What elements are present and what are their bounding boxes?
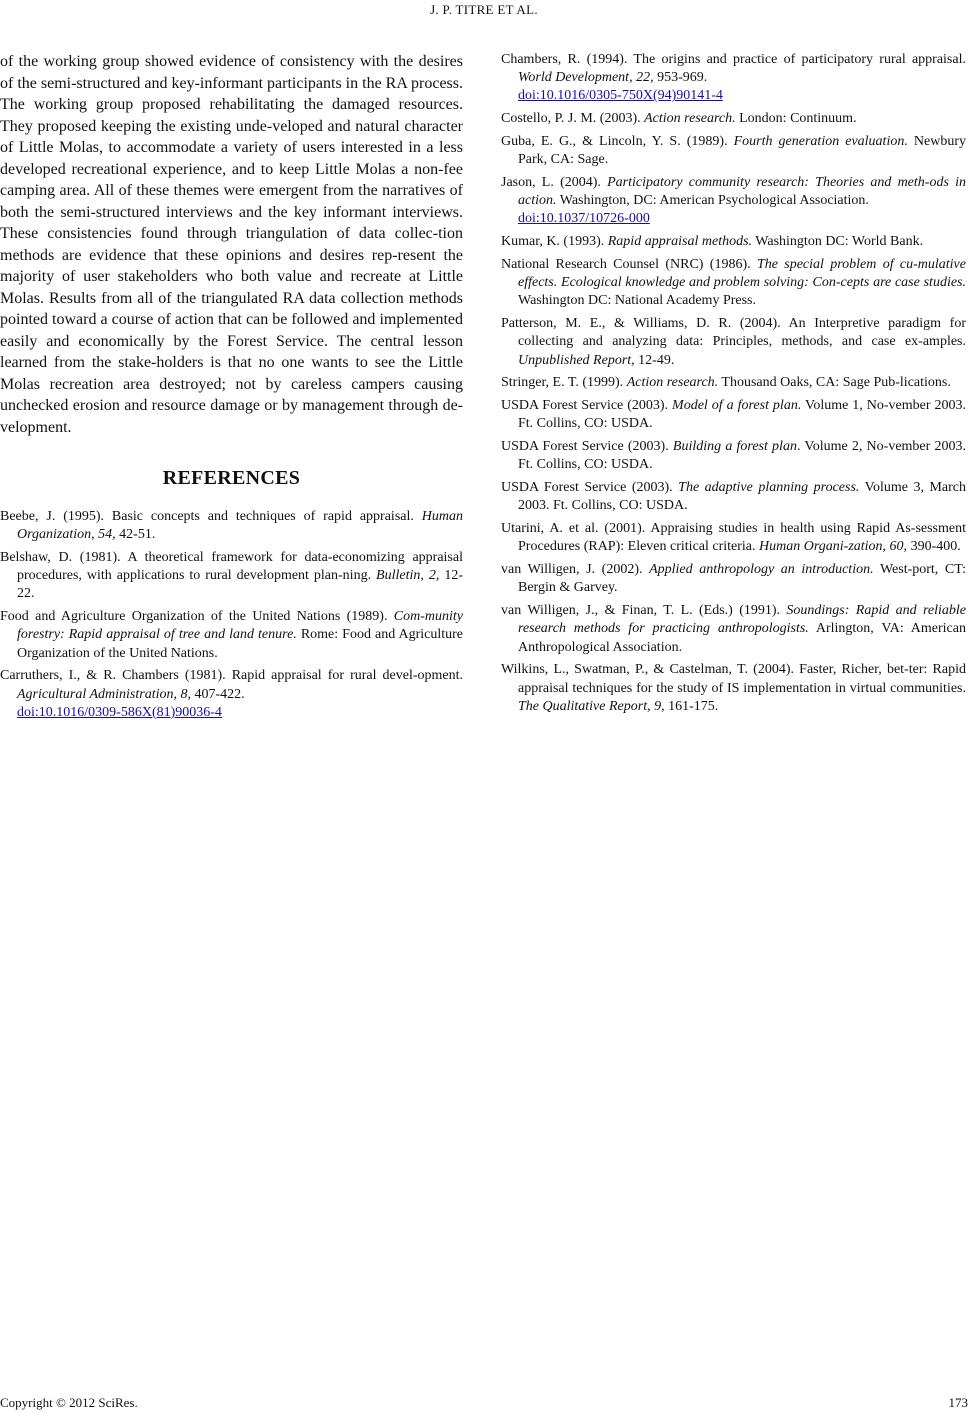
- reference-text: van Willigen, J. (2002).: [501, 562, 650, 578]
- reference-text: Costello, P. J. M. (2003).: [501, 111, 645, 127]
- reference-source-title: Agricultural Administration, 8,: [17, 686, 191, 702]
- reference-text-end: London: Continuum.: [735, 111, 857, 127]
- reference-source-title: Action research.: [644, 111, 736, 127]
- reference-text-end: Washington DC: National Academy Press.: [518, 293, 757, 309]
- reference-text: Belshaw, D. (1981). A theoretical framework for data-economizing appraisal procedures, with applications to rural development plan-ning.: [0, 550, 463, 584]
- reference-text: Chambers, R. (1994). The origins and practice of participatory rural appraisal.: [501, 52, 966, 67]
- reference-text-end: Arlington, VA: American Anthropological Association.: [518, 621, 966, 655]
- reference-item: [501, 133, 966, 169]
- reference-source-title: The special problem of cu-mulative effects. Ecological knowledge and problem solving: Con-cepts are case studies.: [518, 257, 966, 291]
- reference-text-end: 953-969.: [653, 70, 708, 86]
- references-list-right: [501, 51, 966, 716]
- reference-item: [501, 315, 966, 370]
- reference-text: Beebe, J. (1995). Basic concepts and techniques of rapid appraisal.: [0, 509, 422, 524]
- reference-source-title: Building a forest plan: [672, 439, 797, 455]
- reference-source-title: The adaptive planning process.: [678, 480, 860, 496]
- reference-text-end: 42-51.: [115, 527, 156, 543]
- reference-text: Jason, L. (2004).: [501, 175, 608, 190]
- reference-text-end: . Volume 2, No-vember 2003. Ft. Collins, CO: USDA.: [518, 439, 966, 473]
- reference-item: [501, 110, 966, 128]
- body-paragraph: of the working group showed evidence of consistency with the desires of the semi-structured and key-informant participants in the RA process. The working group proposed rehabilitating the damaged resources. They proposed keeping the existing unde-veloped and natural character of Little Molas, to accommodate a variety of users interested in a less developed recreational experience, and to keep Little Molas a non-fee camping area. All of these themes were emergent from the narratives of both the semi-structured interviews and the key informant interviews. These consistencies found through triangulation of data collec-tion methods are evidence that these opinions and desires rep-resent the majority of user stakeholders who both value and recreate at Little Molas. Results from all of the triangulated RA data collection methods pointed toward a course of action that can be followed and implemented easily and economically by the Forest Service. The central lesson learned from the stake-holders is that no one wants to see the Little Molas recreation area destroyed; not by careless campers causing unchecked erosion and resource damage or by management through de-velopment.: [0, 53, 463, 436]
- reference-source-title: Soundings: Rapid and reliable research methods for practicing anthropologists.: [518, 603, 967, 637]
- reference-source-title: World Development, 22,: [518, 70, 654, 86]
- reference-text: van Willigen, J., & Finan, T. L. (Eds.) (1991).: [501, 603, 787, 619]
- reference-source-title: Rapid appraisal methods.: [607, 234, 753, 250]
- reference-source-title: Human Organization, 54,: [17, 509, 463, 543]
- reference-item: [0, 608, 463, 663]
- reference-text: Carruthers, I., & R. Chambers (1981). Rapid appraisal for rural devel-opment.: [0, 668, 463, 684]
- reference-text: National Research Counsel (NRC) (1986).: [501, 257, 757, 272]
- reference-text-end: West-port, CT: Bergin & Garvey.: [518, 562, 966, 596]
- reference-text: Stringer, E. T. (1999).: [501, 375, 627, 391]
- running-header: J. P. TITRE ET AL.: [430, 2, 538, 17]
- reference-text: USDA Forest Service (2003).: [501, 439, 673, 455]
- reference-text: Guba, E. G., & Lincoln, Y. S. (1989).: [501, 134, 734, 149]
- reference-source-title: Applied anthropology an introduction.: [649, 562, 874, 578]
- reference-text-end: Newbury Park, CA: Sage.: [518, 134, 966, 168]
- reference-source-title: Human Organi-zation, 60,: [759, 539, 908, 555]
- reference-text-end: 390-400.: [907, 539, 961, 555]
- doi-link[interactable]: doi:10.1037/10726-000: [518, 211, 650, 227]
- page-number: 173: [948, 1395, 968, 1410]
- reference-item: [501, 174, 966, 229]
- reference-source-title: Bulletin, 2,: [376, 568, 440, 584]
- reference-text-end: Washington, DC: American Psychological Association.: [556, 193, 869, 209]
- copyright-footer: Copyright © 2012 SciRes.: [0, 1395, 138, 1410]
- left-column: [0, 51, 463, 727]
- reference-text-end: 407-422.: [190, 686, 245, 702]
- reference-source-title: Model of a forest plan.: [672, 398, 802, 414]
- reference-text: Patterson, M. E., & Williams, D. R. (2004). An Interpretive paradigm for collecting and analyzing data: Principles, methods, and case ex-amples.: [501, 316, 966, 350]
- reference-item: [501, 51, 966, 106]
- reference-text: Wilkins, L., Swatman, P., & Castelman, T. (2004). Faster, Richer, bet-ter: Rapid appraisal techniques for the study of IS implementation in virtual communities.: [501, 662, 966, 696]
- doi-link[interactable]: doi:10.1016/0309-586X(81)90036-4: [17, 704, 222, 720]
- references-heading: REFERENCES: [162, 467, 301, 489]
- reference-item: [501, 374, 966, 392]
- reference-item: [501, 438, 966, 474]
- reference-text: Utarini, A. et al. (2001). Appraising studies in health using Rapid As-sessment Procedures (RAP): Eleven critical criteria.: [501, 521, 966, 555]
- reference-item: [0, 508, 463, 544]
- reference-item: [501, 479, 966, 515]
- reference-item: [0, 667, 463, 722]
- references-list-left: [0, 508, 463, 722]
- reference-text-end: 161-175.: [664, 698, 719, 714]
- reference-item: [501, 561, 966, 597]
- reference-text-end: Rome: Food and Agriculture Organization of the United Nations.: [17, 627, 464, 661]
- reference-text: USDA Forest Service (2003).: [501, 398, 673, 414]
- reference-source-title: The Qualitative Report, 9,: [518, 698, 665, 714]
- reference-item: [501, 520, 966, 556]
- right-column: [501, 51, 966, 721]
- reference-text-end: Washington DC: World Bank.: [752, 234, 924, 250]
- reference-text-end: Thousand Oaks, CA: Sage Pub-lications.: [718, 375, 951, 391]
- reference-item: [501, 256, 966, 311]
- reference-text-end: Volume 3, March 2003. Ft. Collins, CO: USDA.: [518, 480, 966, 514]
- reference-item: [501, 602, 966, 657]
- reference-item: [501, 233, 966, 251]
- reference-source-title: Fourth generation evaluation.: [733, 134, 908, 149]
- reference-text-end: Volume 1, No-vember 2003. Ft. Collins, CO: USDA.: [518, 398, 966, 432]
- reference-text: USDA Forest Service (2003).: [501, 480, 679, 496]
- reference-item: [501, 397, 966, 433]
- reference-source-title: Unpublished Report,: [518, 352, 635, 368]
- reference-text-end: 12-22.: [17, 568, 463, 602]
- reference-source-title: Action research.: [626, 375, 719, 391]
- reference-text-end: 12-49.: [634, 352, 675, 368]
- doi-link[interactable]: doi:10.1016/0305-750X(94)90141-4: [518, 88, 723, 104]
- reference-item: [501, 661, 966, 716]
- reference-source-title: Com-munity forestry: Rapid appraisal of tree and land tenure.: [17, 609, 463, 643]
- reference-text: Kumar, K. (1993).: [501, 234, 608, 250]
- reference-source-title: Participatory community research: Theories and meth-ods in action.: [518, 175, 966, 209]
- reference-item: [0, 549, 463, 604]
- reference-text: Food and Agriculture Organization of the United Nations (1989).: [0, 609, 394, 625]
